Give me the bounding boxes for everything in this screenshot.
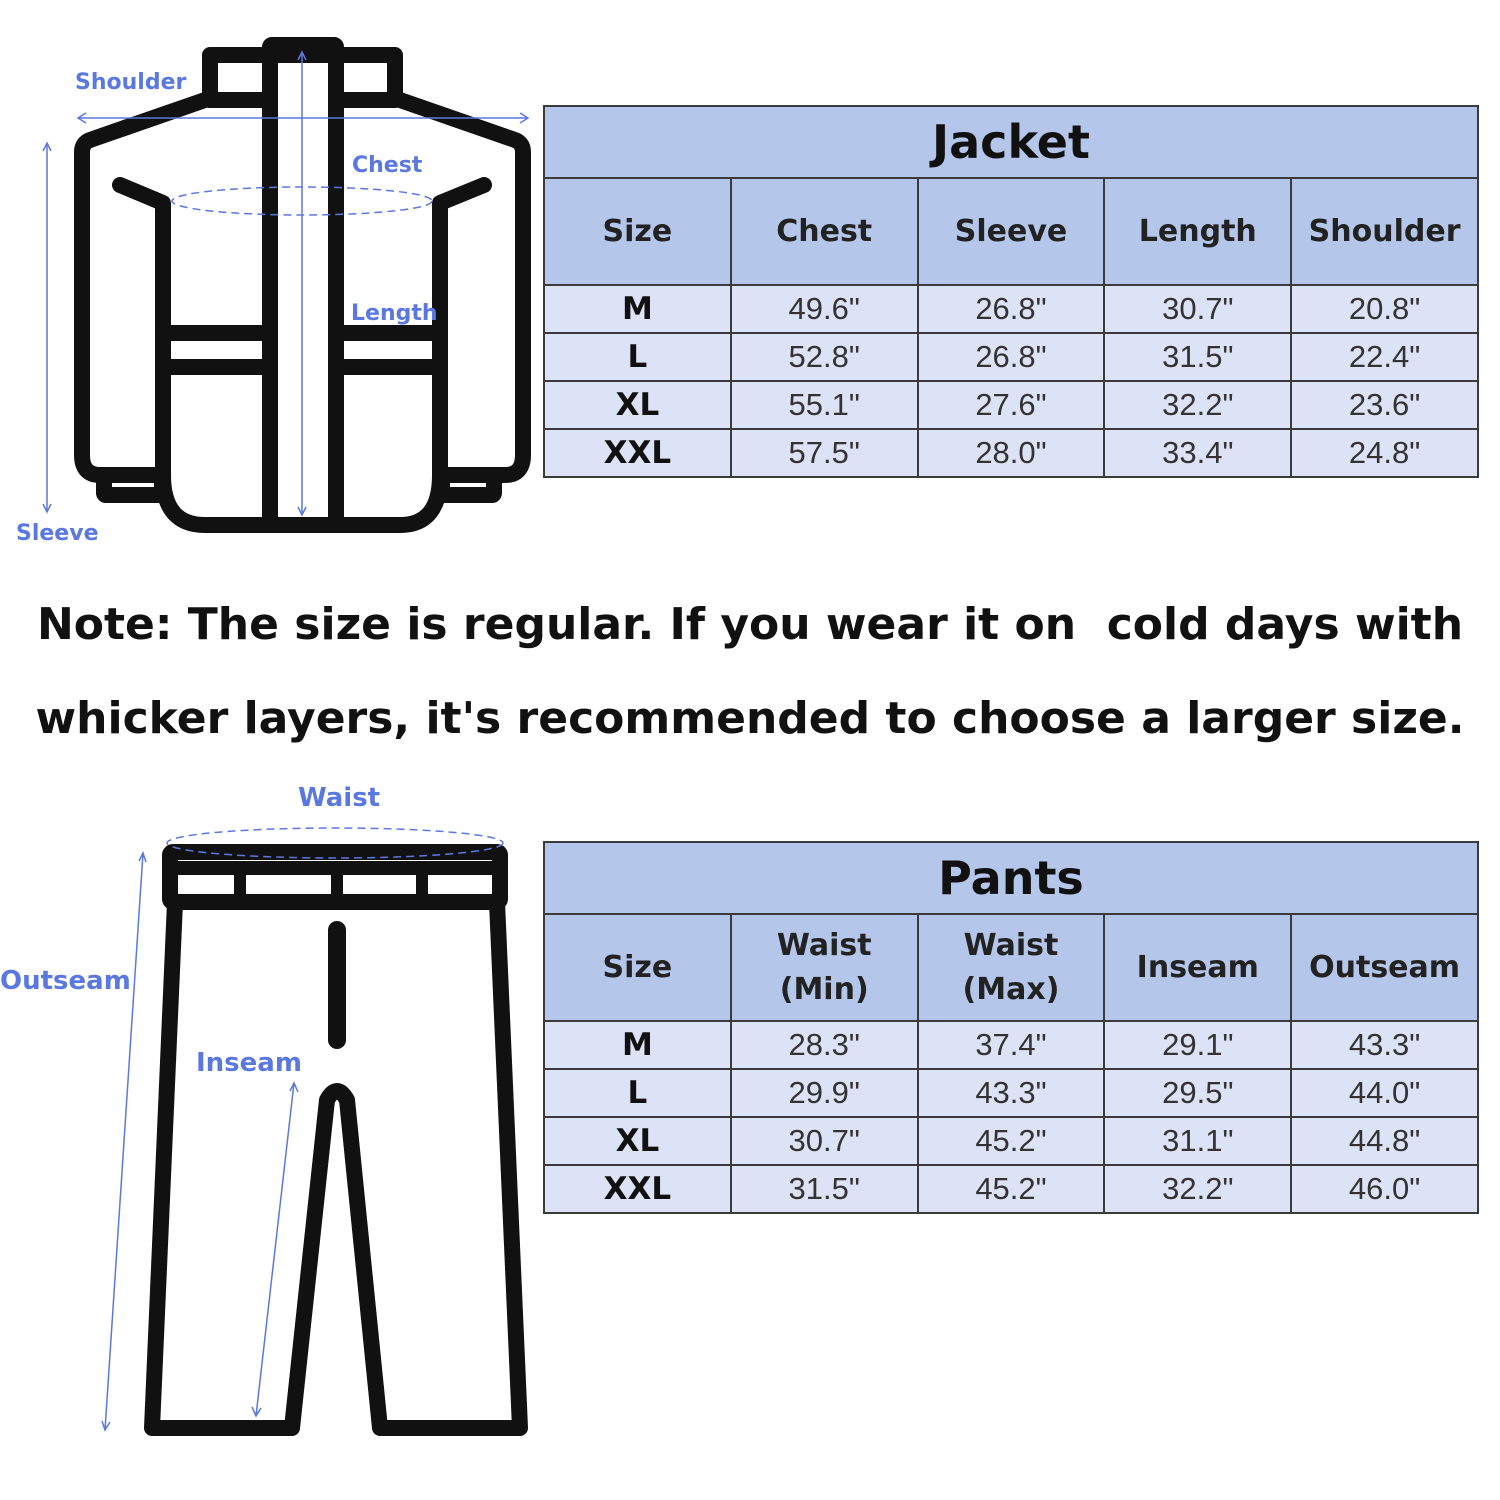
length-cell: 33.4" xyxy=(1104,429,1291,477)
pants-header-waist-min xyxy=(731,914,918,1021)
sleeve-cell: 26.8" xyxy=(918,285,1105,333)
inseam-label: Inseam xyxy=(196,1048,302,1078)
size-cell: XL xyxy=(544,1117,731,1165)
pants-header-outseam xyxy=(1291,914,1478,1021)
size-cell: XL xyxy=(544,381,731,429)
inseam-cell: 29.1" xyxy=(1104,1021,1291,1069)
length-cell: 31.5" xyxy=(1104,333,1291,381)
shoulder-cell: 24.8" xyxy=(1291,429,1478,477)
header-line: Inseam xyxy=(1136,949,1259,985)
shoulder-cell: 23.6" xyxy=(1291,381,1478,429)
pants-table-title: Pants xyxy=(544,842,1478,914)
jacket-table-title: Jacket xyxy=(544,106,1478,178)
size-cell: L xyxy=(544,1069,731,1117)
outseam-label: Outseam xyxy=(0,966,131,996)
chest-cell: 57.5" xyxy=(731,429,918,477)
pants-header-inseam xyxy=(1104,914,1291,1021)
waist-min-cell: 31.5" xyxy=(731,1165,918,1213)
inseam-cell: 31.1" xyxy=(1104,1117,1291,1165)
outseam-cell: 46.0" xyxy=(1291,1165,1478,1213)
header-line: (Min) xyxy=(779,971,869,1007)
pants-header-waist-max xyxy=(918,914,1105,1021)
sleeve-label: Sleeve xyxy=(16,521,99,546)
length-cell: 30.7" xyxy=(1104,285,1291,333)
shoulder-cell: 22.4" xyxy=(1291,333,1478,381)
chest-cell: 52.8" xyxy=(731,333,918,381)
jacket-header-sleeve: Sleeve xyxy=(918,178,1105,285)
size-cell: XXL xyxy=(544,429,731,477)
sleeve-cell: 27.6" xyxy=(918,381,1105,429)
waist-max-cell: 37.4" xyxy=(918,1021,1105,1069)
chest-cell: 49.6" xyxy=(731,285,918,333)
length-label: Length xyxy=(351,301,438,326)
sleeve-cell: 28.0" xyxy=(918,429,1105,477)
pants-size-table xyxy=(543,841,1479,1214)
waist-label: Waist xyxy=(298,783,381,813)
outseam-cell: 44.0" xyxy=(1291,1069,1478,1117)
jacket-size-table xyxy=(543,105,1479,478)
note-line-2: whicker layers, it's recommended to choose a larger size. xyxy=(35,693,1465,744)
table-row xyxy=(544,429,1478,477)
header-line: Waist xyxy=(776,928,872,963)
chest-label: Chest xyxy=(352,153,423,178)
pants-outline xyxy=(152,852,520,1428)
waist-max-cell: 43.3" xyxy=(918,1069,1105,1117)
size-cell: L xyxy=(544,333,731,381)
inseam-cell: 32.2" xyxy=(1104,1165,1291,1213)
waist-min-cell: 28.3" xyxy=(731,1021,918,1069)
header-line: Waist xyxy=(963,928,1059,963)
header-line: Size xyxy=(602,949,673,985)
outseam-cell: 44.8" xyxy=(1291,1117,1478,1165)
inseam-cell: 29.5" xyxy=(1104,1069,1291,1117)
length-cell: 32.2" xyxy=(1104,381,1291,429)
jacket-header-shoulder: Shoulder xyxy=(1291,178,1478,285)
waist-min-cell: 30.7" xyxy=(731,1117,918,1165)
sleeve-cell: 26.8" xyxy=(918,333,1105,381)
pants-diagram xyxy=(0,0,560,1500)
jacket-header-size: Size xyxy=(544,178,731,285)
waist-max-cell: 45.2" xyxy=(918,1117,1105,1165)
table-row xyxy=(544,381,1478,429)
size-cell: M xyxy=(544,1021,731,1069)
table-row xyxy=(544,1021,1478,1069)
table-row xyxy=(544,1117,1478,1165)
note-line-1: Note: The size is regular. If you wear it on cold days with xyxy=(36,599,1464,650)
table-row xyxy=(544,333,1478,381)
pants-header-size xyxy=(544,914,731,1021)
header-line: Outseam xyxy=(1309,949,1461,985)
waist-max-cell: 45.2" xyxy=(918,1165,1105,1213)
jacket-header-chest: Chest xyxy=(731,178,918,285)
size-cell: XXL xyxy=(544,1165,731,1213)
chest-cell: 55.1" xyxy=(731,381,918,429)
table-row xyxy=(544,1165,1478,1213)
header-line: (Max) xyxy=(962,971,1060,1007)
outseam-cell: 43.3" xyxy=(1291,1021,1478,1069)
size-cell: M xyxy=(544,285,731,333)
table-row xyxy=(544,285,1478,333)
shoulder-label: Shoulder xyxy=(75,70,187,95)
shoulder-cell: 20.8" xyxy=(1291,285,1478,333)
table-row xyxy=(544,1069,1478,1117)
jacket-header-length: Length xyxy=(1104,178,1291,285)
waist-min-cell: 29.9" xyxy=(731,1069,918,1117)
